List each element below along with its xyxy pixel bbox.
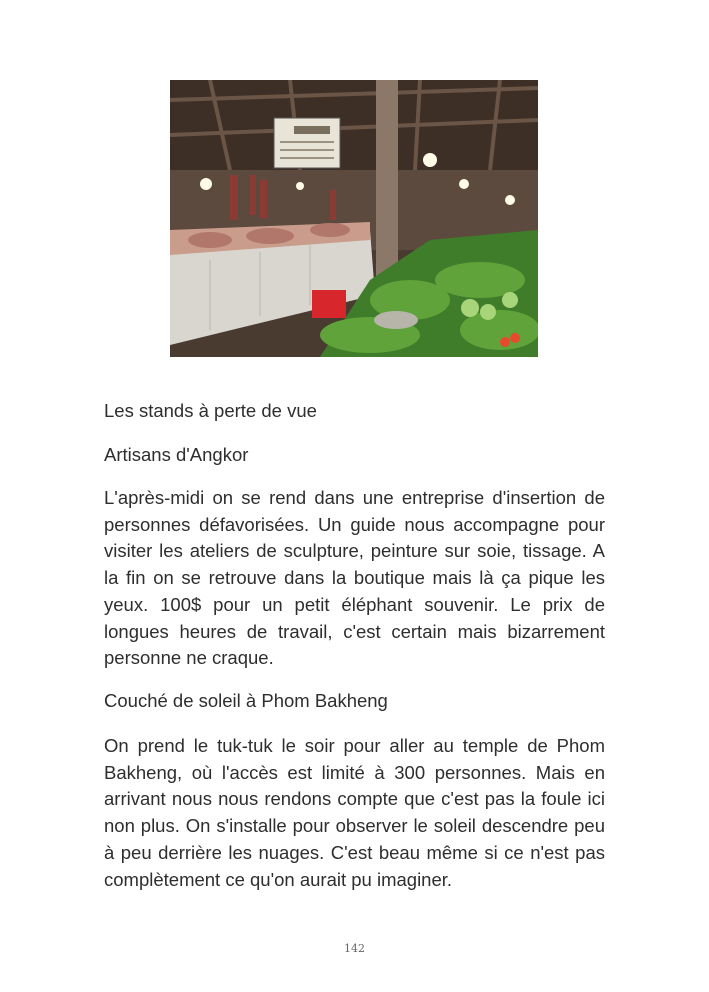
section-title-sunset [104, 689, 605, 713]
section-title-artisans [104, 443, 605, 467]
paragraph-artisans [104, 485, 605, 672]
section-title: Couché de soleil à Phom Bakheng [104, 690, 388, 711]
page-number: 142 [344, 942, 365, 955]
photo-caption: Les stands à perte de vue [104, 400, 317, 421]
market-photo [170, 80, 538, 357]
paragraph-sunset [104, 733, 605, 893]
market-photo-illustration [170, 80, 538, 357]
body-paragraph: L'après-midi on se rend dans une entreprise d'insertion de personnes défavorisées. Un guide nous accompagne pour visiter les ateliers de sculpture, peinture sur soie, tissage. A la fin on se retrouve dans la boutique mais là ça pique les yeux. 100$ pour un petit éléphant souvenir. Le prix de longues heures de travail, c'est certain mais bizarrement personne ne craque. [104, 487, 605, 669]
body-paragraph: On prend le tuk-tuk le soir pour aller au temple de Phom Bakheng, où l'accès est limité à 300 personnes. Mais en arrivant nous nous rendons compte que c'est pas la foule ici non plus. On s'installe pour observer le soleil descendre peu à peu derrière les nuages. C'est beau même si ce n'est pas complètement ce qu'on aurait pu imaginer. [104, 735, 605, 890]
section-title: Artisans d'Angkor [104, 444, 249, 465]
photo-caption-block [104, 399, 605, 423]
